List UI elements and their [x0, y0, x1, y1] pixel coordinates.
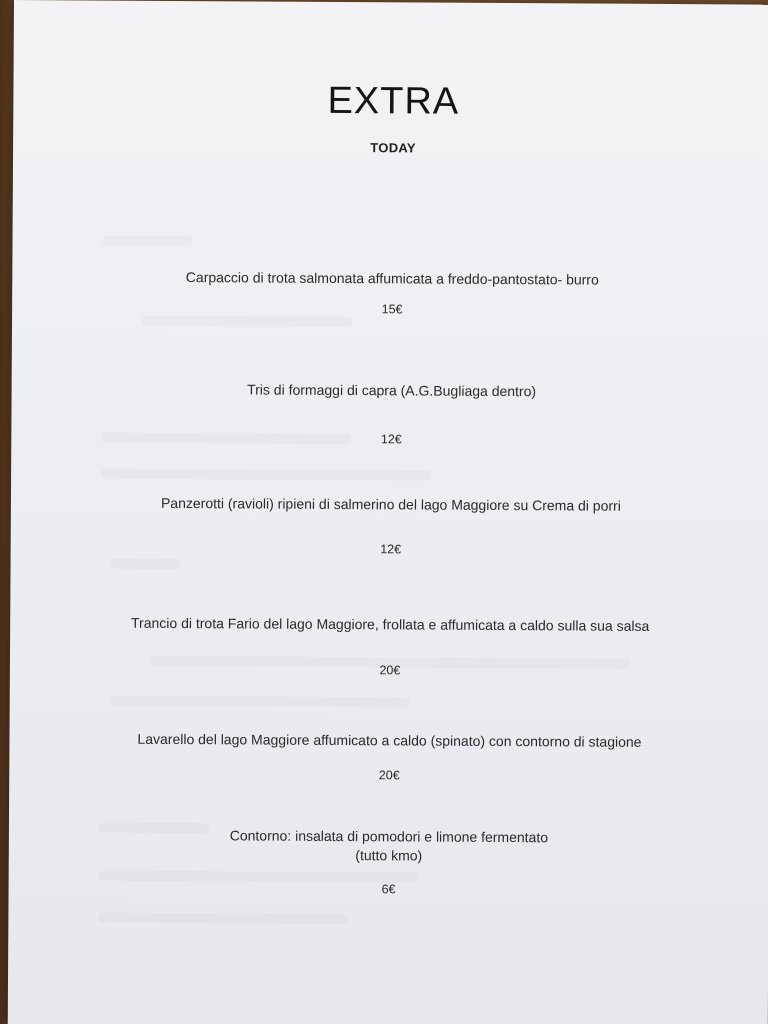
dish-name: Carpaccio di trota salmonata affumicata a freddo-pantostato- burro [185, 269, 599, 288]
dish-price: 20€ [378, 768, 400, 783]
dish-price: 6€ [381, 882, 396, 897]
show-through [101, 469, 431, 481]
dish-name: Tris di formaggi di capra (A.G.Bugliaga dentro) [247, 381, 537, 400]
dish-name: Panzerotti (ravioli) ripieni di salmerino del lago Maggiore su Crema di porri [160, 494, 621, 514]
dish-price: 15€ [381, 302, 403, 317]
show-through [111, 559, 181, 569]
show-through [110, 696, 410, 708]
dish-price: 12€ [380, 542, 402, 557]
menu-sheet [8, 0, 768, 1024]
show-through [98, 913, 348, 925]
menu-subtitle: TODAY [370, 140, 416, 156]
dish-name: Contorno: insalata di pomodori e limone fermentato [229, 827, 549, 846]
dish-name: Trancio di trota Fario del lago Maggiore, frollata e affumicata a caldo sulla sua salsa [131, 614, 650, 634]
dish-price: 20€ [379, 663, 401, 678]
dish-note: (tutto kmo) [355, 847, 423, 864]
show-through [103, 236, 193, 247]
menu-title: EXTRA [327, 79, 460, 123]
dish-price: 12€ [380, 432, 402, 447]
show-through [142, 316, 352, 327]
dish-name: Lavarello del lago Maggiore affumicato a caldo (spinato) con contorno di stagione [137, 730, 642, 750]
